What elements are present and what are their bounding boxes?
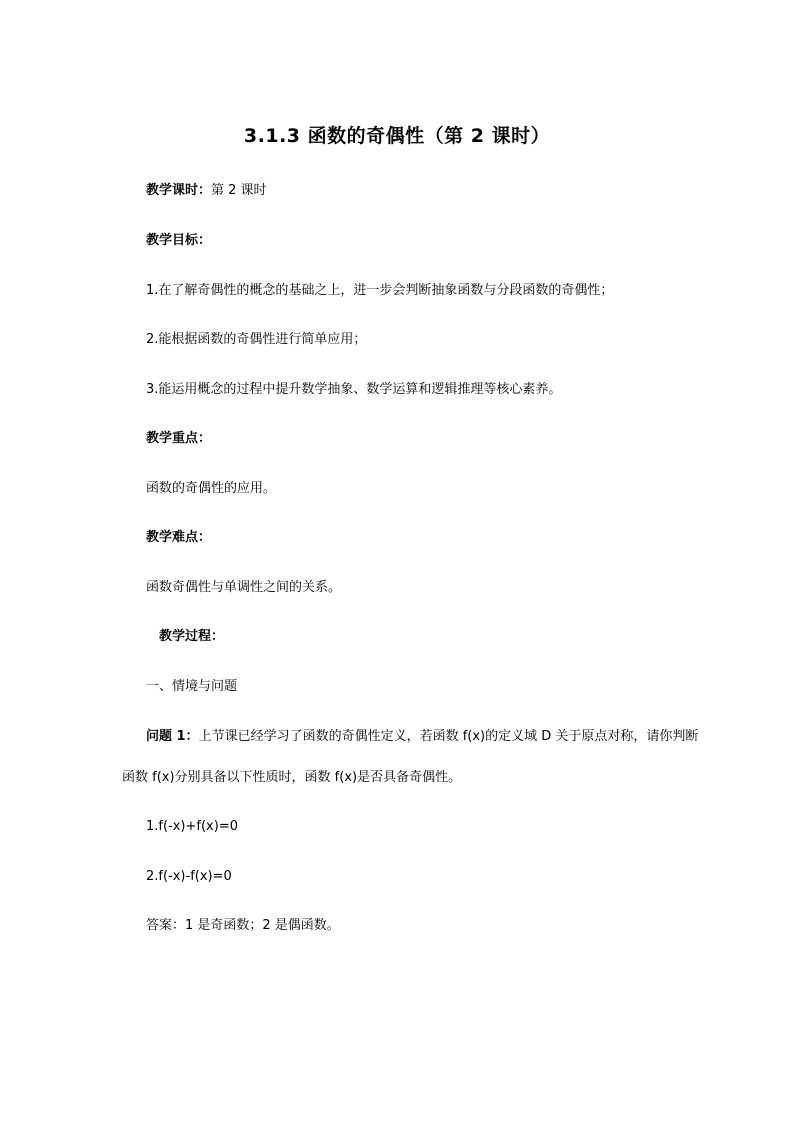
key-points-text: 函数的奇偶性的应用。 <box>146 481 277 496</box>
question1-text-line1: 上节课已经学习了函数的奇偶性定义，若函数 f(x)的定义域 D 关于原点对称，请你判断 <box>198 729 699 744</box>
class-hours-line <box>146 182 267 200</box>
section1-heading: 一、情境与问题 <box>146 679 238 694</box>
objective-item-2: 2.能根据函数的奇偶性进行简单应用； <box>146 332 367 347</box>
class-hours-value: 第 2 课时 <box>211 183 267 198</box>
objective-item-1: 1.在了解奇偶性的概念的基础之上，进一步会判断抽象函数与分段函数的奇偶性； <box>146 283 614 298</box>
class-hours-label: 教学课时： <box>146 183 212 198</box>
question1-text-line2: 函数 f(x)分别具备以下性质时，函数 f(x)是否具备奇偶性。 <box>122 770 462 785</box>
question1-answer: 答案：1 是奇函数；2 是偶函数。 <box>146 918 340 933</box>
objective-item-3: 3.能运用概念的过程中提升数学抽象、数学运算和逻辑推理等核心素养。 <box>146 382 562 397</box>
question1-label: 问题 1： <box>146 729 199 744</box>
question1-item-2: 2.f(-x)-f(x)=0 <box>146 869 232 884</box>
difficulties-heading: 教学难点： <box>146 530 212 545</box>
difficulties-text: 函数奇偶性与单调性之间的关系。 <box>146 580 342 595</box>
objectives-heading: 教学目标： <box>146 233 212 248</box>
question1-line1 <box>146 728 698 746</box>
question1-item-1: 1.f(-x)+f(x)=0 <box>146 819 238 834</box>
key-points-heading: 教学重点： <box>146 431 212 446</box>
page-title: 3.1.3 函数的奇偶性（第 2 课时） <box>243 125 551 147</box>
process-heading: 教学过程： <box>159 629 225 644</box>
